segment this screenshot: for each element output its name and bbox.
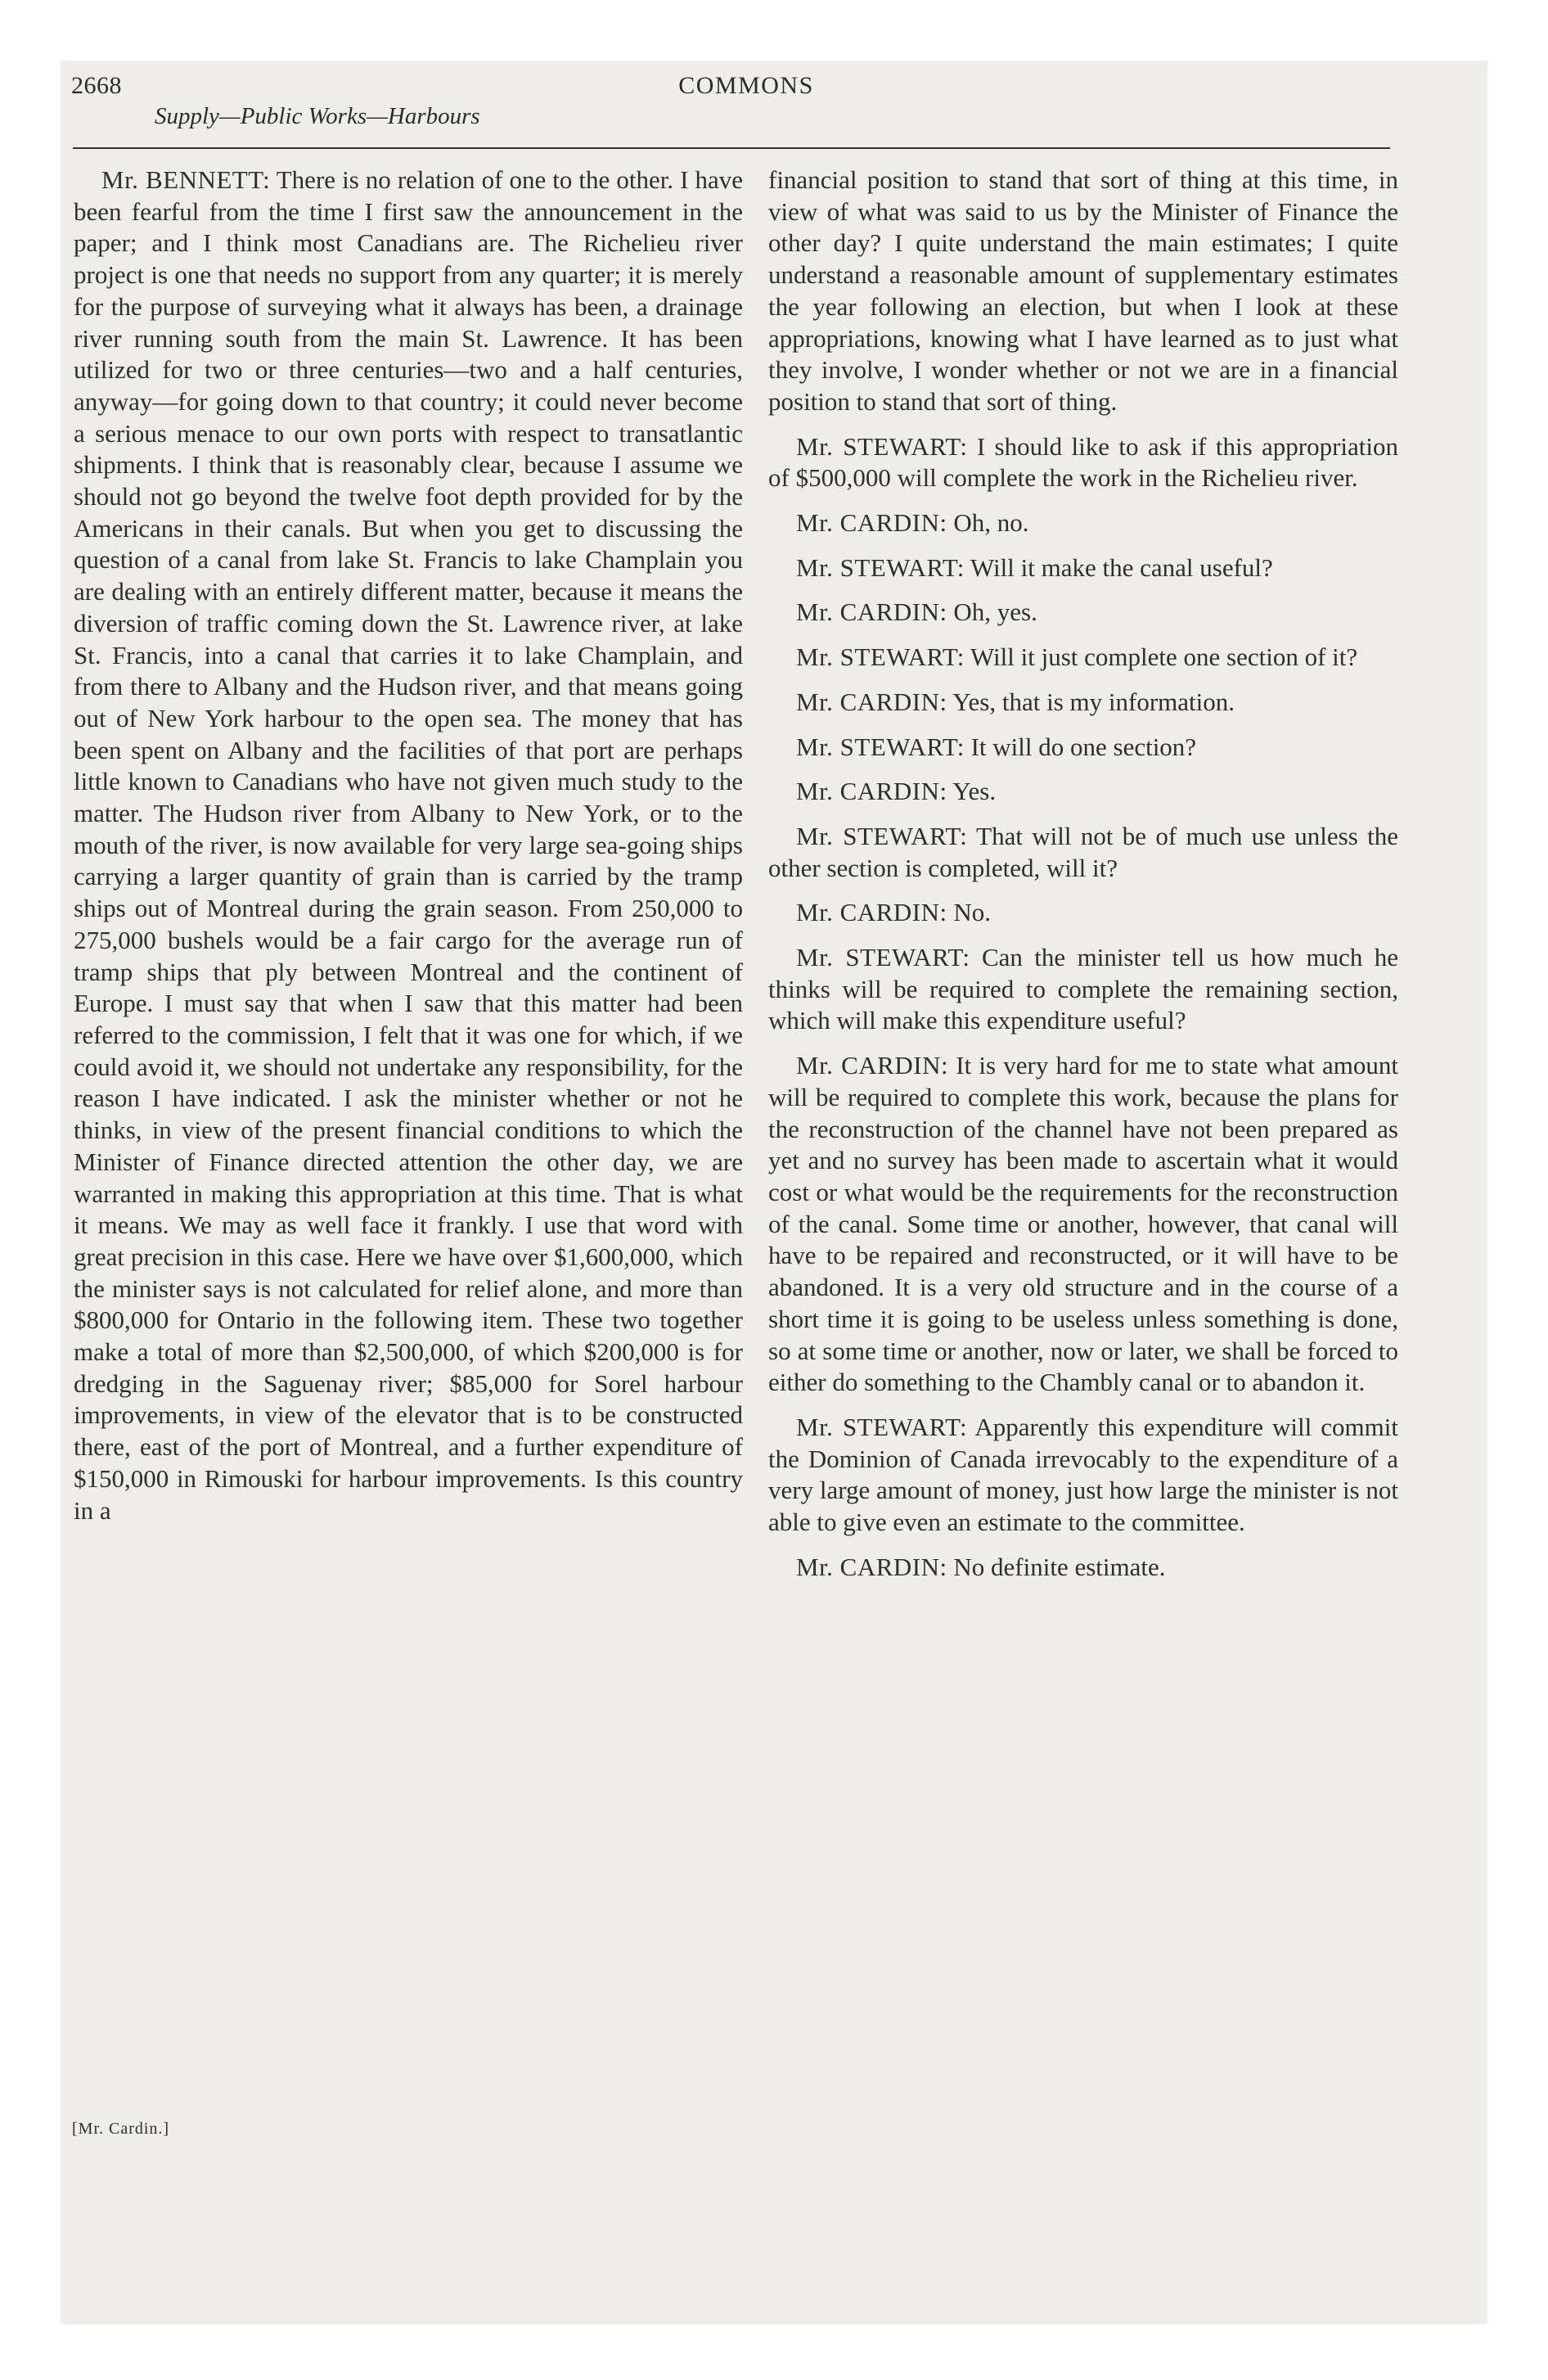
speech-paragraph	[768, 507, 1398, 539]
speech-text: There is no relation of one to the other. I have been fearful from the time I first saw the announcement in the paper; and I think most Canadians are. The Richelieu river project is one that needs no support from any quarter; it is merely for the purpose of surveying what it always has been, a drainage river running south from the main St. Lawrence. It has been utilized for two or three centuries—two and a half centuries, anyway—for going down to that country; it could never become a serious menace to our own ports with respect to transatlantic shipments. I think that is reasonably clear, because I assume we should not go beyond the twelve foot depth provided for by the Americans in their canals. But when you get to discussing the question of a canal from lake St. Francis to lake Champlain you are dealing with an entirely different matter, because it means the diversion of traffic coming down the St. Lawrence river, at lake St. Francis, into a canal that carries it to lake Champlain, and from there to Albany and the Hudson river, and that means going out of New York harbour to the open sea. The money that has been spent on Albany and the facilities of that port are perhaps little known to Canadians who have not given much study to the matter. The Hudson river from Albany to New York, or to the mouth of the river, is now available for very large sea-going ships carrying a larger quantity of grain than is carried by the tramp ships out of Montreal during the grain season. From 250,000 to 275,000 bushels would be a fair cargo for the average run of tramp ships that ply between Montreal and the continent of Europe. I must say that when I saw that this matter had been referred to the commission, I felt that it was one for which, if we could avoid it, we should not undertake any responsibility, for the reason I have indicated. I ask the minister whether or not he thinks, in view of the present financial conditions to which the Minister of Finance directed attention the other day, we are warranted in making this appropriation at this time. That is what it means. We may as well face it frankly. I use that word with great precision in this case. Here we have over $1,600,000, which the minister says is not calculated for relief alone, and more than $800,000 for Ontario in the following item. These two together make a total of more than $2,500,000, of which $200,000 is for dredging in the Saguenay river; $85,000 for Sorel harbour improvements, in view of the elevator that is to be constructed there, east of the port of Montreal, and a further expenditure of $150,000 in Rimouski for harbour improvements. Is this country in a	[74, 165, 743, 1525]
speech-text: No definite estimate.	[953, 1552, 1166, 1581]
speaker-name: Mr. CARDIN:	[796, 1552, 947, 1581]
speech-text: financial position to stand that sort of thing at this time, in view of what was said to us by the Minister of Finance the other day? I quite understand the main estimates; I quite understand a reasonable amount of supplementary estimates the year following an election, but when I look at these appropriations, knowing what I have learned as to just what they involve, I wonder whether or not we are in a financial position to stand that sort of thing.	[768, 165, 1398, 416]
speaker-name: Mr. STEWART:	[796, 552, 965, 582]
speech-paragraph	[768, 431, 1398, 494]
running-title: COMMONS	[678, 72, 814, 99]
speech-paragraph	[768, 776, 1398, 808]
page-number: 2668	[71, 72, 122, 99]
speech-paragraph	[768, 1552, 1398, 1584]
speaker-name: Mr. CARDIN:	[796, 687, 947, 716]
speech-paragraph	[74, 165, 743, 1526]
speech-paragraph	[768, 897, 1398, 929]
speech-paragraph	[768, 1412, 1398, 1539]
speech-paragraph	[768, 165, 1398, 418]
speech-paragraph	[768, 642, 1398, 674]
speech-text: Will it just complete one section of it?	[970, 642, 1358, 672]
speaker-name: Mr. BENNETT:	[101, 165, 271, 194]
speech-paragraph	[768, 821, 1398, 884]
speech-paragraph	[768, 597, 1398, 629]
left-column	[74, 165, 743, 1526]
speech-text: No.	[953, 898, 992, 927]
speech-paragraph	[768, 942, 1398, 1037]
speech-text: Can the minister tell us how much he thinks will be required to complete the remaining section, which will make this expenditure useful?	[768, 943, 1399, 1035]
speaker-name: Mr. CARDIN:	[796, 898, 947, 927]
speech-text: It will do one section?	[970, 732, 1197, 761]
speaker-name: Mr. CARDIN:	[796, 1051, 949, 1080]
speech-text: Oh, yes.	[953, 597, 1037, 627]
speech-paragraph	[768, 1050, 1398, 1399]
section-subject: Supply—Public Works—Harbours	[155, 103, 480, 129]
speech-paragraph	[768, 552, 1398, 584]
speech-text: Yes, that is my information.	[952, 687, 1235, 716]
speech-text: Oh, no.	[953, 508, 1029, 538]
speech-text: Apparently this expenditure will commit the Dominion of Canada irrevocably to the expenditure of a very large amount of money, just how large the minister is not able to give even an estimate to the committee.	[768, 1412, 1398, 1537]
right-column	[768, 165, 1398, 1596]
speech-text: It is very hard for me to state what amount will be required to complete this work, because the plans for the reconstruction of the channel have not been prepared as yet and no survey has been made to ascertain what it would cost or what would be the requirements for the reconstruction of the canal. Some time or another, however, that canal will have to be repaired and reconstructed, or it will have to be abandoned. It is a very old structure and in the course of a short time it is going to be useless unless something is done, so at some time or another, now or later, we shall be forced to either do something to the Chambly canal or to abandon it.	[768, 1051, 1398, 1397]
speaker-name: Mr. STEWART:	[796, 642, 965, 672]
speaker-name: Mr. STEWART:	[796, 943, 970, 972]
speech-text: That will not be of much use unless the other section is completed, will it?	[768, 821, 1398, 882]
speaker-name: Mr. STEWART:	[796, 732, 965, 761]
speech-text: I should like to ask if this appropriation of $500,000 will complete the work in the Richelieu river.	[768, 431, 1399, 493]
speech-text: Will it make the canal useful?	[970, 552, 1273, 582]
speaker-name: Mr. CARDIN:	[796, 777, 947, 806]
speaker-name: Mr. CARDIN:	[796, 597, 947, 627]
speaker-name: Mr. STEWART:	[796, 431, 968, 461]
speaker-name: Mr. STEWART:	[796, 821, 968, 850]
speech-paragraph	[768, 732, 1398, 764]
header-rule	[73, 147, 1390, 149]
speech-paragraph	[768, 687, 1398, 719]
speaker-name: Mr. CARDIN:	[796, 508, 947, 538]
speaker-name: Mr. STEWART:	[796, 1412, 968, 1441]
footer-note: [Mr. Cardin.]	[72, 2120, 170, 2138]
speech-text: Yes.	[952, 777, 997, 806]
